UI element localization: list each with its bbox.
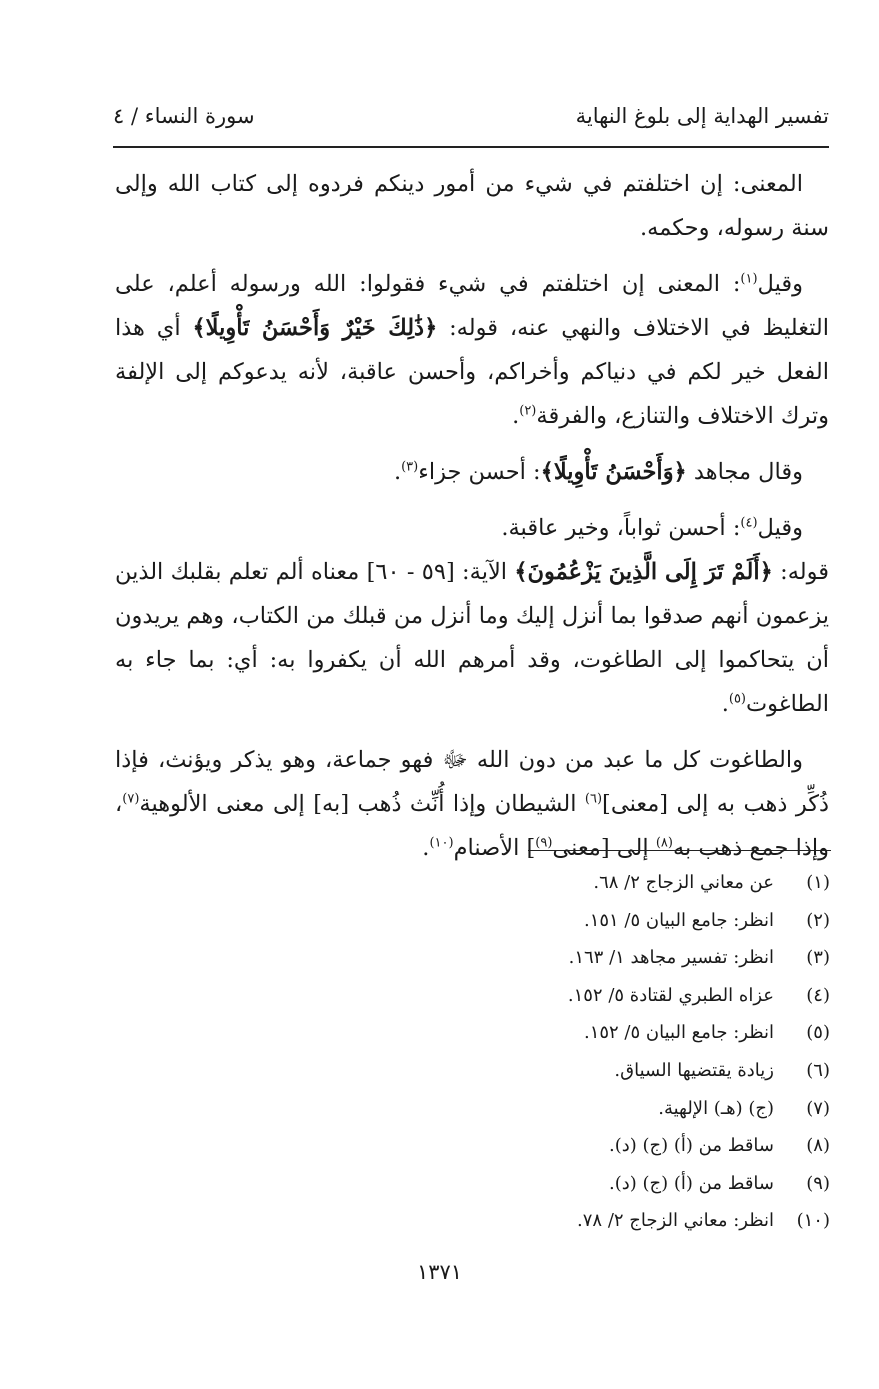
footnote-item xyxy=(330,1090,830,1128)
footnote-ref[interactable]: (١) xyxy=(740,271,758,287)
footnote-number: (١) xyxy=(806,872,830,893)
paragraph-text: وقال مجاهد xyxy=(686,459,803,485)
paragraph-text: الشيطان وإذا أُنِّث ذُهب [به] إلى معنى الألوهية xyxy=(139,791,585,817)
footnote-text: انظر: تفسير مجاهد ١/ ١٦٣. xyxy=(568,947,774,969)
footnote-text: زيادة يقتضيها السياق. xyxy=(614,1059,774,1081)
running-header xyxy=(113,104,829,144)
footnote-ref[interactable]: (٧) xyxy=(122,791,140,807)
paragraph-text: . xyxy=(393,459,402,485)
paragraph-text: قوله: xyxy=(772,559,830,585)
paragraph-text: : المعنى إن اختلفتم في شيء فقولوا: الله ورسوله أعلم، على التغليظ في الاختلاف والنهي عنه، قوله: xyxy=(115,271,830,341)
footnote-item xyxy=(330,1127,830,1165)
paragraph-text: أي هذا الفعل خير لكم في دنياكم وأخراكم، وأحسن عاقبة، لأنه يدعوكم إلى الإلفة وترك الاختلاف والتنازع، والفرقة xyxy=(115,315,829,429)
page-number: ١٣٧١ xyxy=(416,1260,463,1284)
paragraph-verse-59-60 xyxy=(115,550,829,726)
footnote-item xyxy=(330,864,830,902)
paragraph-text: الآية: [٥٩ - ٦٠] معناه ألم تعلم بقلبك الذين يزعمون أنهم صدقوا بما أنزل إليك وما أنزل من قبلك من الكتاب، وهم يريدون أن يتحاكموا إلى الطاغوت، وقد أمرهم الله أن يكفروا به: أي: بما جاء به الطاغوت xyxy=(115,559,829,717)
surah-label: سورة النساء / ٤ xyxy=(113,104,255,128)
footnote-ref[interactable]: (٤) xyxy=(740,515,758,531)
footnote-item xyxy=(330,977,830,1015)
footnote-ref[interactable]: (٦) xyxy=(584,791,603,807)
paragraph-text: ] الأصنام xyxy=(453,835,536,861)
paragraph-text: . xyxy=(721,691,729,717)
paragraph-mujahid xyxy=(115,450,829,494)
footnote-ref[interactable]: (١٠) xyxy=(429,835,454,851)
footnote-item xyxy=(330,1202,830,1240)
footnote-item xyxy=(330,1165,830,1203)
footnote-item xyxy=(330,1052,830,1090)
footnote-item xyxy=(330,939,830,977)
paragraph-text: : أحسن ثواباً، وخير عاقبة. xyxy=(501,515,741,541)
paragraph-text: . xyxy=(512,403,520,429)
paragraph-meaning xyxy=(115,162,829,250)
footnote-item xyxy=(330,1014,830,1052)
footnote-number: (٤) xyxy=(806,984,830,1006)
footnote-text: عن معاني الزجاج ٢/ ٦٨. xyxy=(593,872,774,893)
paragraph-alternative-meaning xyxy=(115,262,829,438)
footnote-number: (٨) xyxy=(806,1135,830,1157)
footnote-ref[interactable]: (٨) xyxy=(655,835,673,851)
footnote-text: انظر: جامع البيان ٥/ ١٥٢. xyxy=(583,1022,774,1044)
paragraph-text: وقيل xyxy=(757,515,803,541)
paragraph-text: إلى [معنى xyxy=(552,835,656,861)
footnote-number: (٥) xyxy=(806,1022,830,1044)
footnote-number: (٢) xyxy=(806,909,830,931)
paragraph-text: . xyxy=(422,835,430,861)
footnote-text: انظر: جامع البيان ٥/ ١٥١. xyxy=(583,909,774,931)
quran-quote: ﴿ذَٰلِكَ خَيْرٌ وَأَحْسَنُ تَأْوِيلًا﴾ xyxy=(192,315,438,341)
footnote-text: ساقط من (أ) (ج) (د). xyxy=(609,1135,774,1157)
footnote-number: (١٠) xyxy=(796,1210,830,1232)
paragraph-reward xyxy=(115,506,829,550)
footnote-number: (٦) xyxy=(806,1059,830,1081)
footnote-number: (٣) xyxy=(806,947,830,969)
footnote-text: ساقط من (أ) (ج) (د). xyxy=(609,1172,774,1194)
main-text xyxy=(115,162,829,882)
paragraph-text: ، وإذا جمع ذهب به xyxy=(115,791,829,861)
footnote-text: (ج) (هـ) الإلهية. xyxy=(658,1097,774,1119)
footnote-ref[interactable]: (٥) xyxy=(728,691,746,707)
paragraph-text: والطاغوت كل ما عبد من دون الله ﷻ فهو جماعة، وهو يذكر ويؤنث، فإذا ذُكِّر ذهب به إلى [معنى] xyxy=(115,747,829,817)
paragraph-text: وقيل xyxy=(757,271,803,297)
footnote-number: (٧) xyxy=(806,1097,830,1119)
paragraph-text: : أحسن جزاء xyxy=(418,459,541,485)
footnote-divider xyxy=(528,850,831,851)
footnote-text: انظر: معاني الزجاج ٢/ ٧٨. xyxy=(577,1210,774,1232)
footnote-ref[interactable]: (٣) xyxy=(401,459,419,475)
footnote-number: (٩) xyxy=(806,1172,830,1194)
book-title: تفسير الهداية إلى بلوغ النهاية xyxy=(575,104,829,128)
footnote-item xyxy=(330,902,830,940)
paragraph-text: المعنى: إن اختلفتم في شيء من أمور دينكم فردوه إلى كتاب الله وإلى سنة رسوله، وحكمه. xyxy=(115,171,829,241)
footnote-ref[interactable]: (٩) xyxy=(535,835,553,851)
header-divider xyxy=(113,146,829,148)
footnote-ref[interactable]: (٢) xyxy=(519,403,537,419)
quran-quote: ﴿وَأَحْسَنُ تَأْوِيلًا﴾ xyxy=(540,459,687,485)
quran-quote: ﴿أَلَمْ تَرَ إِلَى الَّذِينَ يَزْعُمُونَ﴾ xyxy=(514,559,773,585)
footnote-text: عزاه الطبري لقتادة ٥/ ١٥٢. xyxy=(567,984,774,1006)
footnotes xyxy=(330,864,830,1240)
